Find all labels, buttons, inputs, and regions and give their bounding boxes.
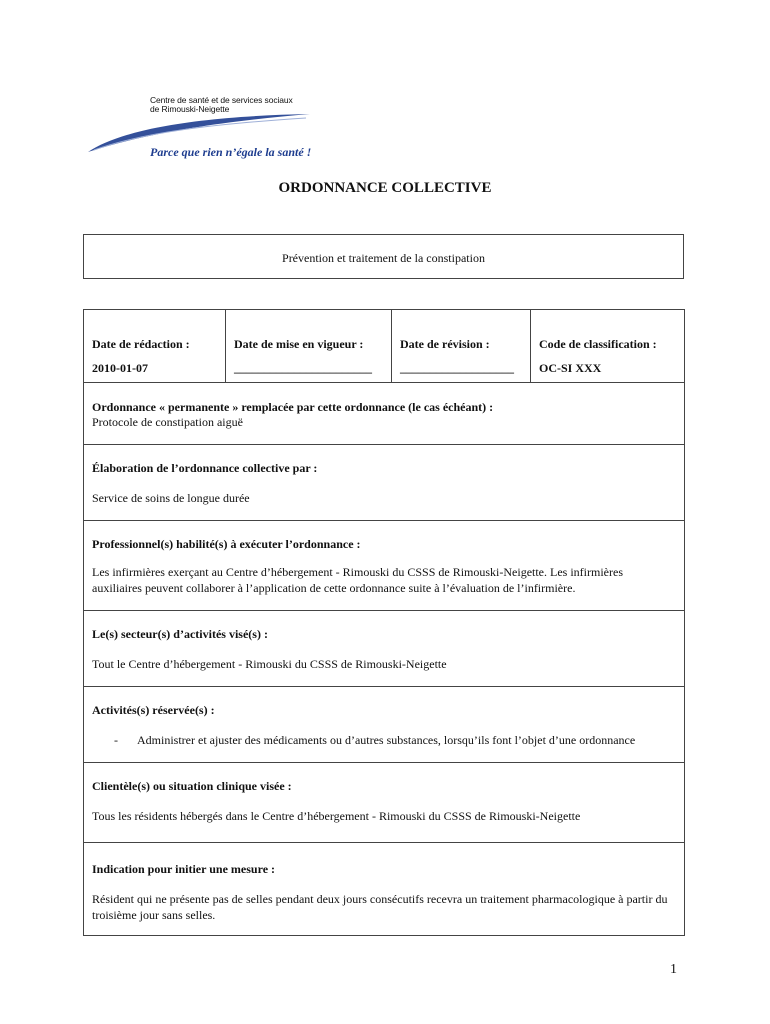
clientele-value: Tous les résidents hébergés dans le Centre d’hébergement - Rimouski du CSSS de Rimouski-Neigette bbox=[92, 809, 581, 823]
section-professionnels bbox=[84, 521, 684, 611]
order-details-table bbox=[83, 309, 685, 936]
ordonnance-permanente-value: Protocole de constipation aiguë bbox=[92, 415, 243, 429]
activites-value: Administrer et ajuster des médicaments ou d’autres substances, lorsqu’ils font l’objet d’une ordonnance bbox=[137, 733, 636, 747]
date-vigueur-label: Date de mise en vigueur : bbox=[234, 337, 364, 351]
code-classification-cell bbox=[530, 310, 684, 382]
professionnels-label: Professionnel(s) habilité(s) à exécuter l’ordonnance : bbox=[92, 537, 361, 551]
logo-slogan: Parce que rien n’égale la santé ! bbox=[150, 145, 312, 159]
section-indication bbox=[84, 843, 684, 935]
code-classification-label: Code de classification : bbox=[539, 337, 657, 351]
elaboration-value: Service de soins de longue durée bbox=[92, 491, 250, 505]
date-redaction-value: 2010-01-07 bbox=[92, 361, 148, 375]
dates-row bbox=[84, 310, 684, 383]
date-revision-label: Date de révision : bbox=[400, 337, 490, 351]
logo-org-line2: de Rimouski-Neigette bbox=[150, 104, 230, 114]
document-title: ORDONNANCE COLLECTIVE bbox=[278, 180, 492, 196]
section-ordonnance-permanente bbox=[84, 383, 684, 445]
ordonnance-permanente-label: Ordonnance « permanente » remplacée par cette ordonnance (le cas échéant) : bbox=[92, 400, 494, 414]
indication-value: Résident qui ne présente pas de selles pendant deux jours consécutifs recevra un traitement pharmacologique à partir du troisième jour sans selles. bbox=[92, 892, 668, 922]
professionnels-value: Les infirmières exerçant au Centre d’hébergement - Rimouski du CSSS de Rimouski-Neigette. Les infirmières auxiliaires peuvent collaborer à l’application de cette ordonnance suite à l’évaluation de l’infirmière. bbox=[92, 565, 623, 595]
code-classification-value: OC-SI XXX bbox=[539, 361, 602, 375]
section-clientele bbox=[84, 763, 684, 843]
section-secteurs bbox=[84, 611, 684, 687]
logo-org-line1: Centre de santé et de services sociaux bbox=[150, 95, 293, 105]
indication-label: Indication pour initier une mesure : bbox=[92, 862, 276, 876]
elaboration-label: Élaboration de l’ordonnance collective par : bbox=[92, 461, 318, 475]
date-revision-value: ___________________ bbox=[400, 361, 514, 375]
secteurs-label: Le(s) secteur(s) d’activités visé(s) : bbox=[92, 627, 268, 641]
date-redaction-cell bbox=[84, 310, 225, 382]
page-number: 1 bbox=[670, 962, 677, 977]
secteurs-value: Tout le Centre d’hébergement - Rimouski du CSSS de Rimouski-Neigette bbox=[92, 657, 447, 671]
activites-bullet: - bbox=[114, 733, 118, 747]
date-vigueur-cell bbox=[225, 310, 391, 382]
organization-logo bbox=[84, 88, 324, 168]
section-activites bbox=[84, 687, 684, 763]
activites-label: Activités(s) réservée(s) : bbox=[92, 703, 215, 717]
section-elaboration bbox=[84, 445, 684, 521]
subtitle-text: Prévention et traitement de la constipation bbox=[282, 251, 485, 265]
date-revision-cell bbox=[391, 310, 530, 382]
date-vigueur-value: _______________________ bbox=[234, 361, 372, 375]
date-redaction-label: Date de rédaction : bbox=[92, 337, 190, 351]
clientele-label: Clientèle(s) ou situation clinique visée : bbox=[92, 779, 292, 793]
subtitle-box bbox=[83, 234, 684, 279]
